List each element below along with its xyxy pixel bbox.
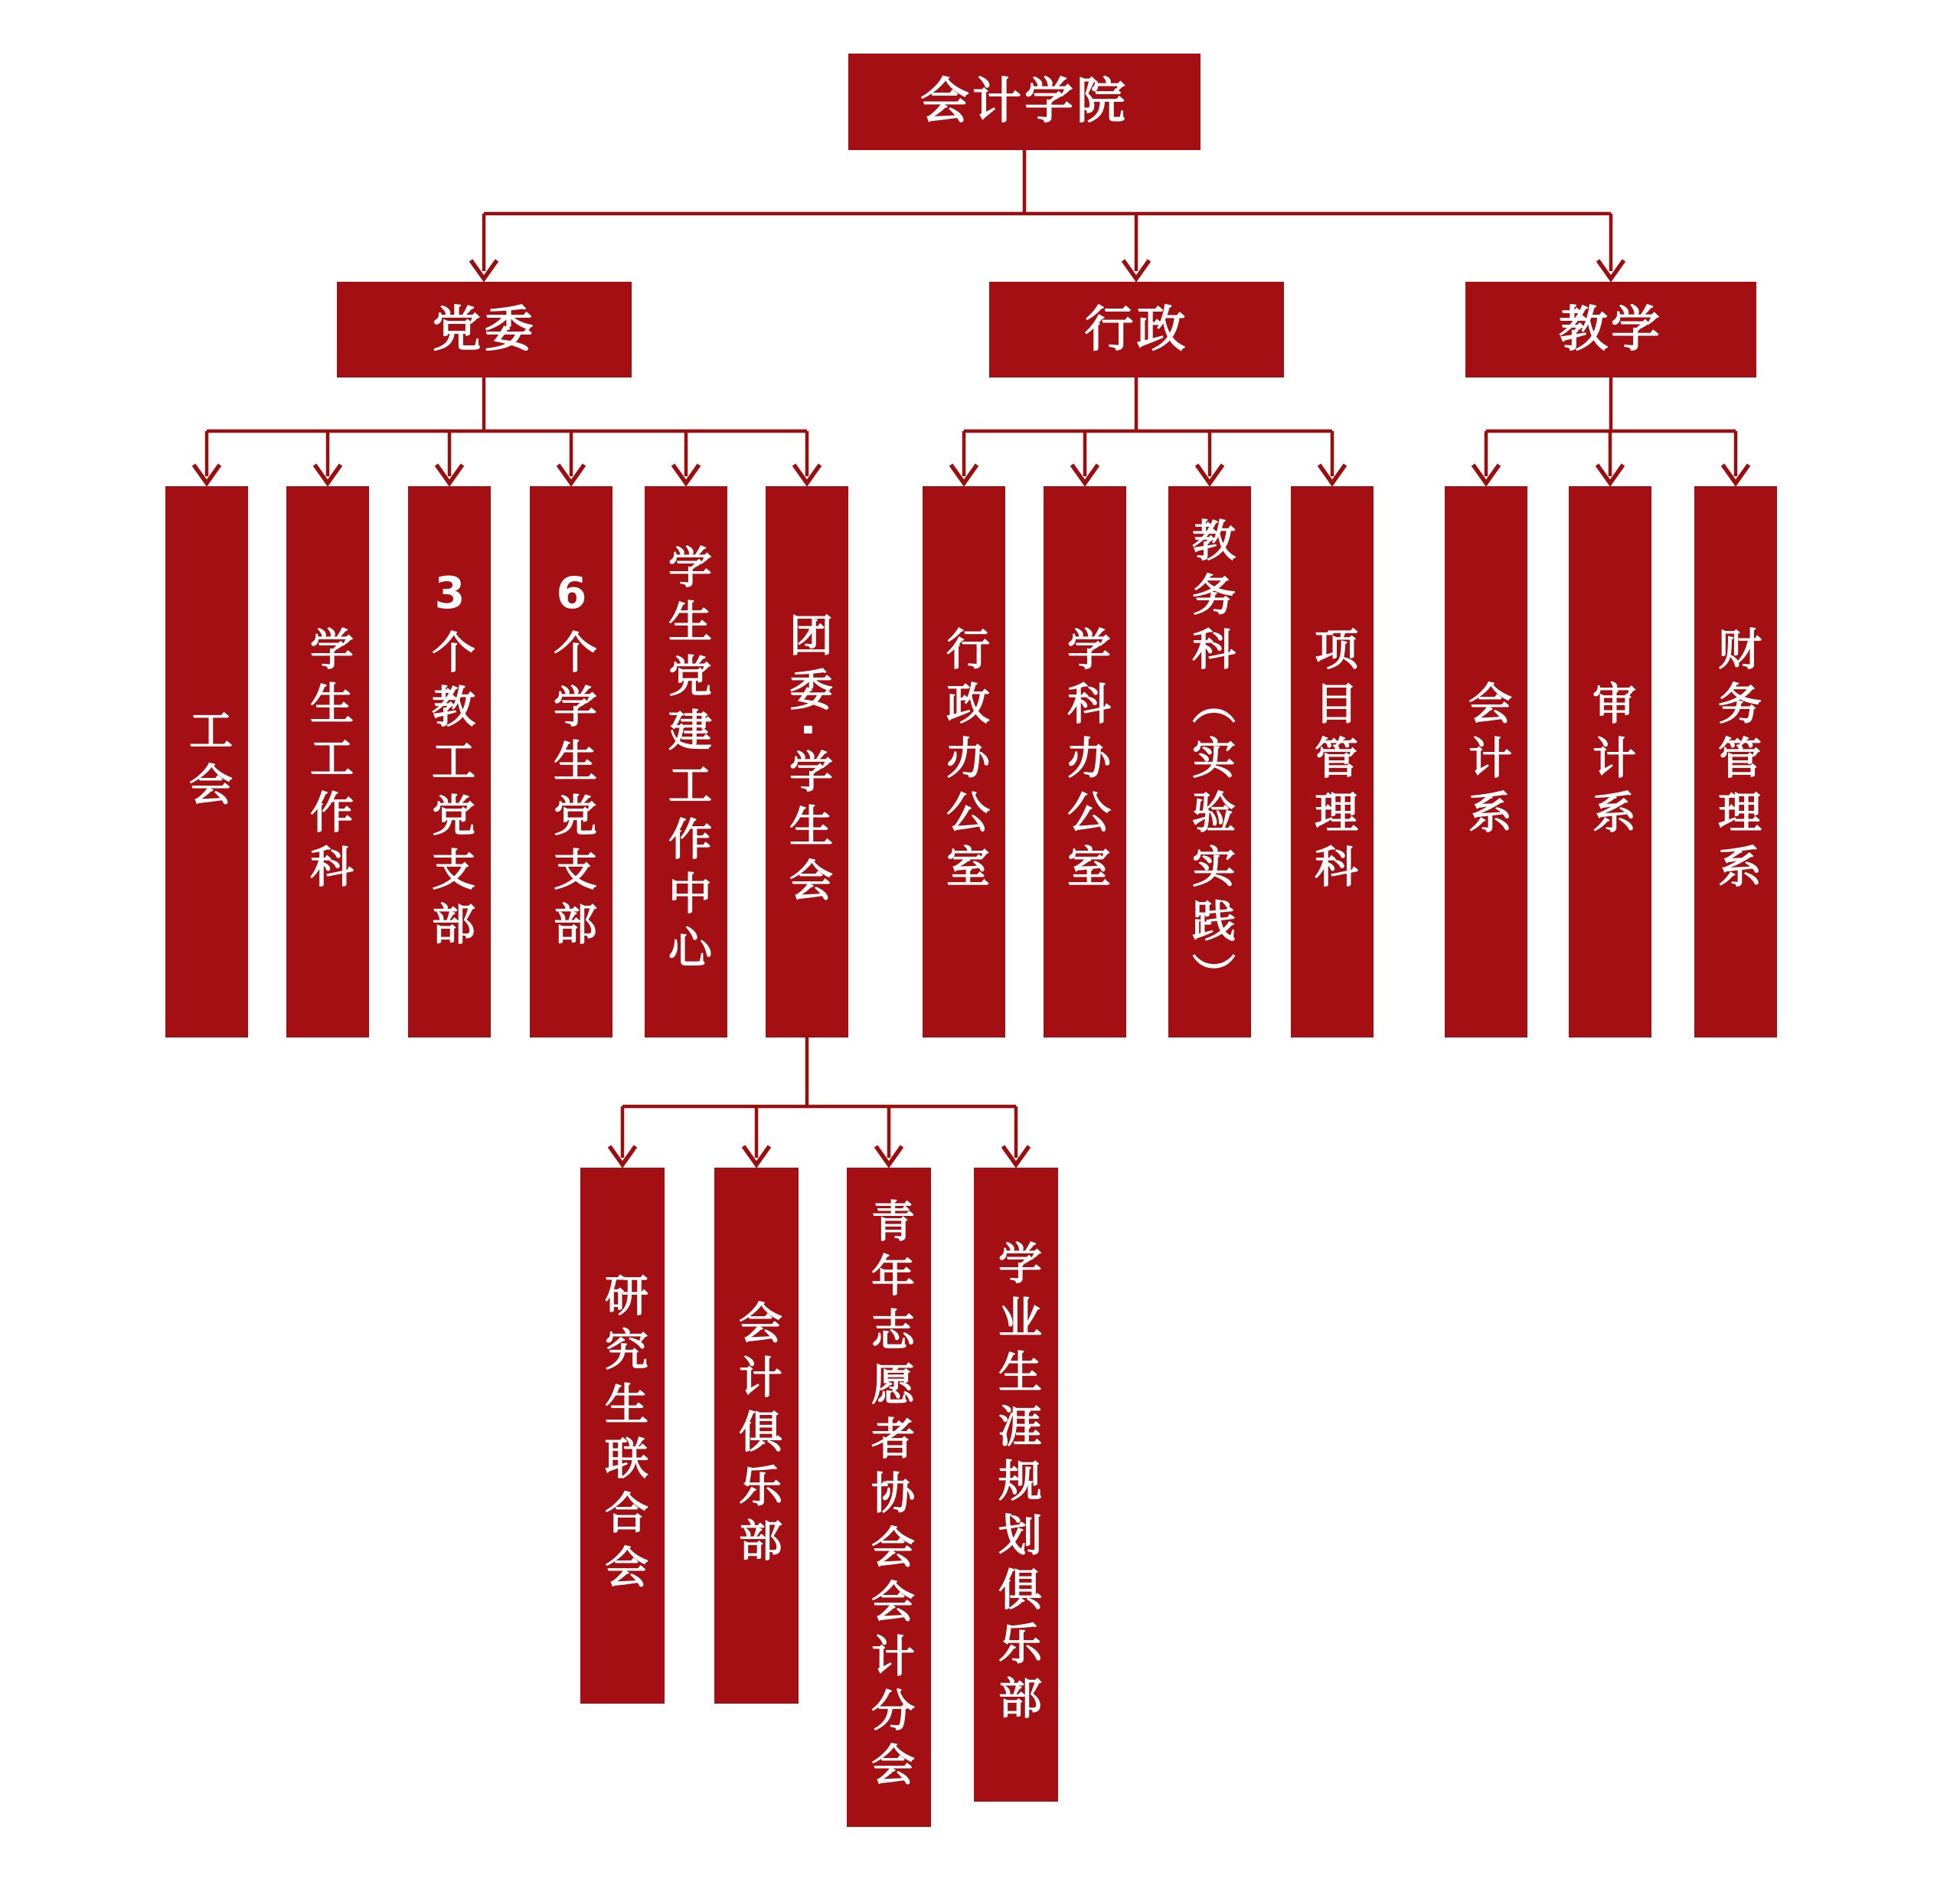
node-youth-volunteer-accounting-branch-label: 青年志愿者协会会计分会 [864,1198,915,1796]
node-accounting-dept [1445,486,1527,1037]
node-administration-label: 行政 [1084,301,1189,358]
node-labor-union [165,486,248,1037]
node-faculty-party-branches-label: 3个教工党支部 [424,568,475,956]
node-discipline-office-label: 学科办公室 [1060,626,1111,898]
node-financial-management-dept [1694,486,1777,1037]
node-accounting-club-label: 会计俱乐部 [731,1299,782,1572]
node-teaching [1465,282,1756,377]
node-root-label: 会计学院 [920,74,1129,130]
node-accounting-dept-label: 会计系 [1461,680,1512,844]
node-project-management-section-label: 项目管理科 [1307,626,1358,898]
node-party-committee-label: 党委 [432,301,537,358]
node-career-planning-club [974,1168,1058,1802]
node-student-work-section [286,486,369,1037]
node-auditing-dept [1569,486,1651,1037]
node-project-management-section [1291,486,1374,1037]
node-graduate-federation-label: 研究生联合会 [597,1273,648,1599]
node-graduate-federation [580,1168,665,1704]
node-administration [989,282,1284,377]
node-auditing-dept-label: 审计系 [1585,680,1636,844]
node-teaching-label: 教学 [1559,301,1663,358]
node-discipline-office [1044,486,1126,1037]
node-faculty-party-branches [408,486,491,1037]
node-labor-union-label: 工会 [181,707,233,816]
node-root [848,54,1200,150]
node-financial-management-dept-label: 财务管理系 [1710,626,1762,898]
node-student-party-building-center-label: 学生党建工作中心 [661,544,712,979]
node-career-planning-club-label: 学业生涯规划俱乐部 [991,1240,1042,1730]
node-academic-affairs-section-label: 教务科（实验实践） [1184,517,1236,1007]
node-youth-league-student-union [766,486,848,1037]
node-youth-volunteer-accounting-branch [847,1168,931,1827]
node-student-party-branches [530,486,612,1037]
node-student-work-section-label: 学生工作科 [302,626,354,898]
node-accounting-club [714,1168,799,1704]
node-youth-league-student-union-label: 团委·学生会 [782,612,833,912]
node-admin-office-label: 行政办公室 [939,626,990,898]
node-party-committee [337,282,632,377]
node-academic-affairs-section [1168,486,1251,1037]
node-student-party-building-center [645,486,727,1037]
node-admin-office [923,486,1005,1037]
node-student-party-branches-label: 6个学生党支部 [546,568,597,956]
